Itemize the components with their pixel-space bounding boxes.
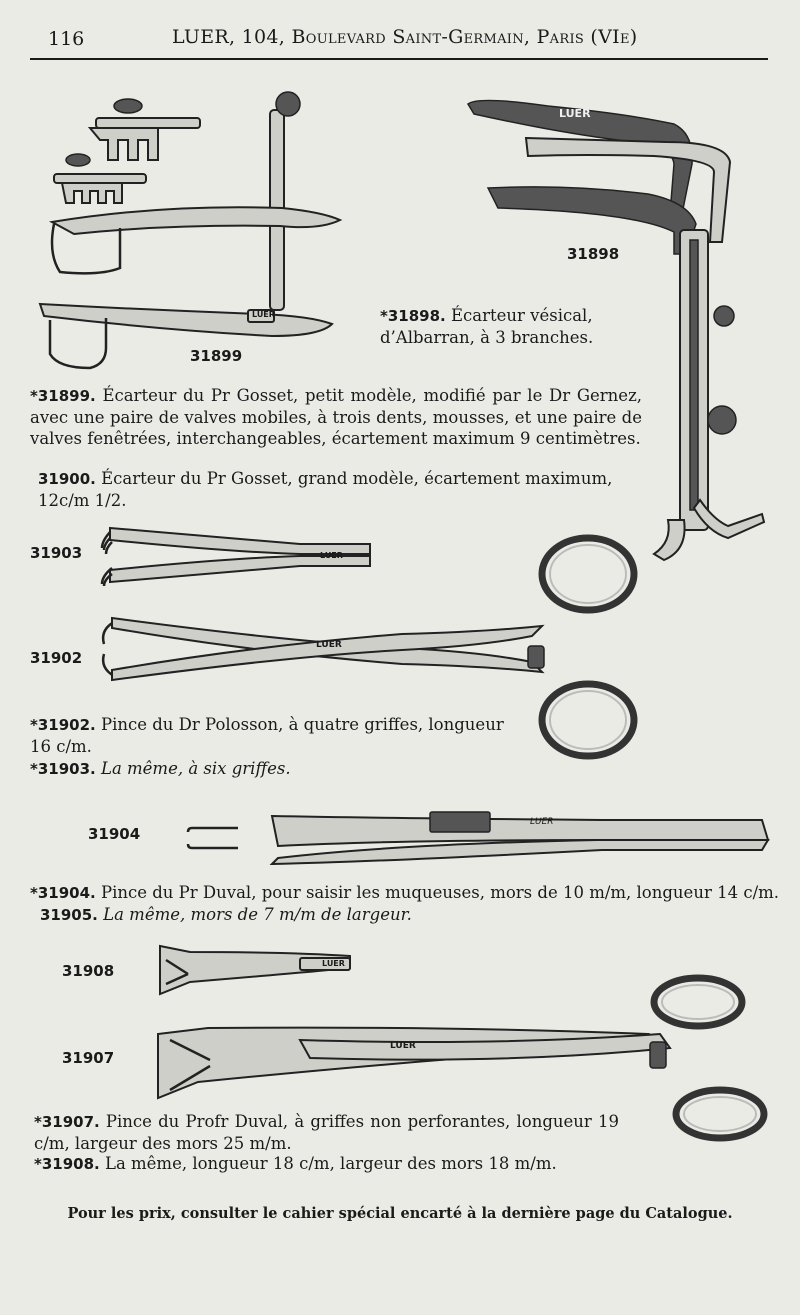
entry-31905 (40, 904, 740, 926)
entry-code: *31903. (30, 760, 96, 778)
figure-label-31899: 31899 (190, 347, 243, 365)
entry-text: La même, longueur 18 c/m, largeur des mors 18 m/m. (104, 1154, 557, 1173)
illustration-31908 (160, 946, 350, 994)
entry-31900 (38, 468, 642, 511)
entry-text: La même, mors de 7 m/m de largeur. (103, 905, 412, 924)
entry-code: *31908. (34, 1155, 100, 1173)
entry-code: 31905. (40, 906, 98, 924)
luer-mark-31898: LUER (559, 107, 591, 120)
entry-text: La même, à six griffes. (100, 759, 291, 778)
entry-31904 (30, 882, 790, 904)
figure-label-31904: 31904 (88, 825, 141, 843)
entry-text: Pince du Profr Duval, à griffes non perforantes, longueur 19 c/m, largeur des mors 25 m/m. (34, 1112, 619, 1153)
illustration-31899 (40, 92, 340, 368)
entry-code: *31907. (34, 1113, 100, 1131)
luer-mark-31902: LUER (316, 640, 342, 650)
entry-31903 (30, 758, 510, 780)
entry-code: 31900. (38, 470, 96, 488)
price-notice-footer: Pour les prix, consulter le cahier spécial encarté à la dernière page du Catalogue. (67, 1205, 733, 1222)
entry-31899 (30, 385, 642, 449)
figure-label-31908: 31908 (62, 962, 115, 980)
page-number: 116 (48, 28, 85, 50)
entry-code: *31902. (30, 716, 96, 734)
entry-code: *31899. (30, 387, 96, 405)
entry-31902 (30, 714, 510, 757)
entry-text: Écarteur du Pr Gosset, grand modèle, écartement maximum, 12c/m 1/2. (38, 469, 613, 510)
entry-text: Pince du Dr Polosson, à quatre griffes, longueur 16 c/m. (30, 715, 504, 756)
luer-mark-31908: LUER (322, 959, 345, 968)
entry-code: *31904. (30, 884, 96, 902)
luer-mark-31907: LUER (390, 1041, 416, 1051)
entry-31908 (34, 1153, 734, 1175)
entry-text: Écarteur vésical, d’Albarran, à 3 branches. (380, 306, 594, 347)
luer-mark-31904: LUER (530, 817, 554, 827)
illustration-31904 (188, 812, 768, 864)
entry-31907 (34, 1111, 619, 1154)
entry-text: Pince du Pr Duval, pour saisir les muqueuses, mors de 10 m/m, longueur 14 c/m. (100, 883, 780, 902)
luer-mark-31899: LUER (252, 310, 275, 319)
entry-code: *31898. (380, 307, 446, 325)
figure-label-31903: 31903 (30, 544, 83, 562)
entry-text: Écarteur du Pr Gosset, petit modèle, modifié par le Dr Gernez, avec une paire de valves mobiles, à trois dents, mousses, et une paire de valves fenêtrées, interchangeables, écartement maximum 9 centimètres. (30, 386, 643, 448)
figure-label-31898: 31898 (567, 245, 620, 263)
entry-31898 (380, 305, 640, 348)
page-header-title: LUER, 104, Boulevard Saint-Germain, Paris (VIe) (172, 26, 638, 48)
figure-label-31907: 31907 (62, 1049, 115, 1067)
luer-mark-31903: LUER (320, 551, 343, 560)
figure-label-31902: 31902 (30, 649, 83, 667)
